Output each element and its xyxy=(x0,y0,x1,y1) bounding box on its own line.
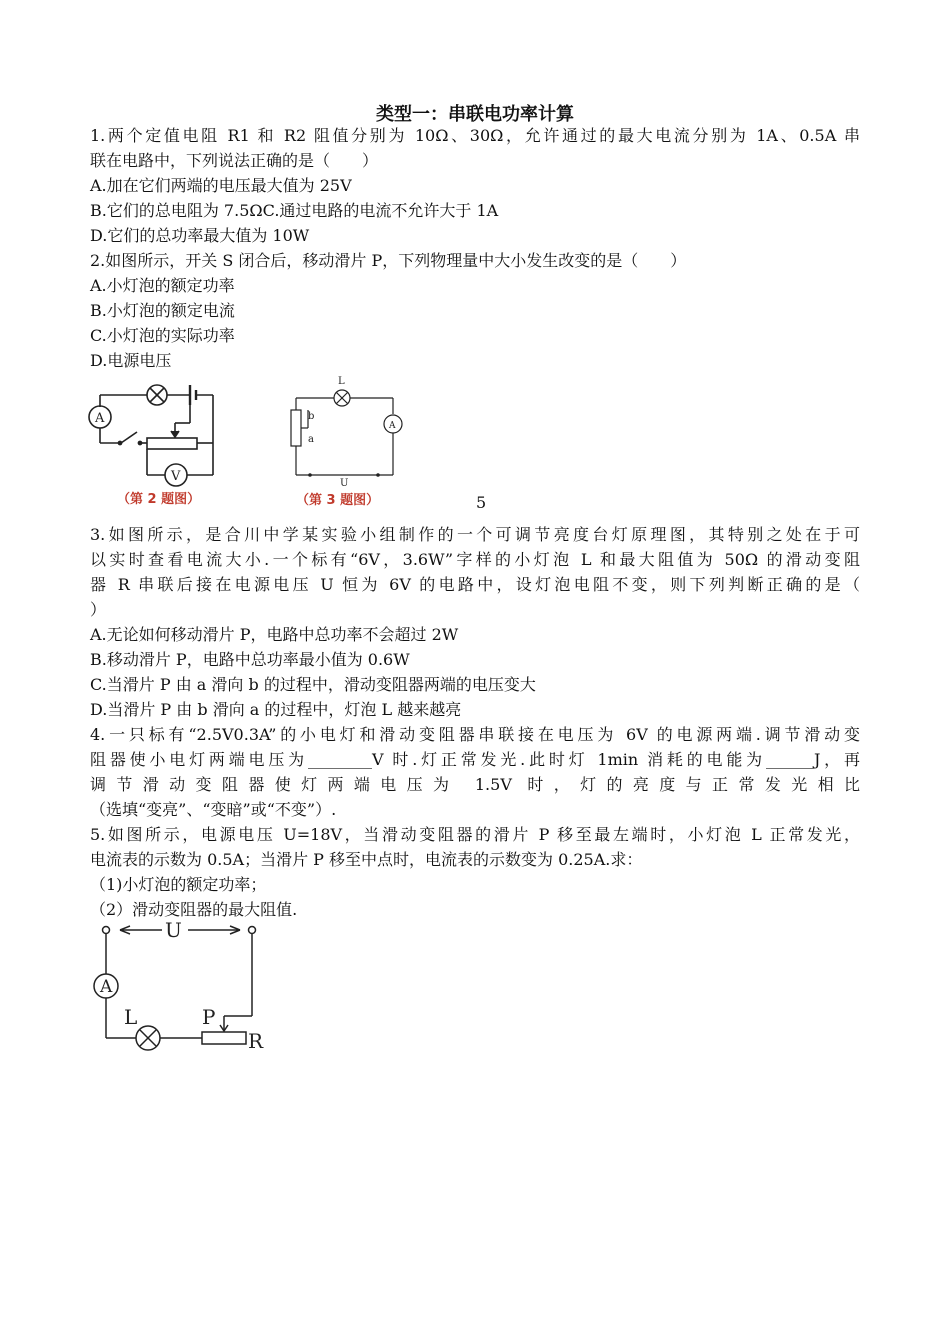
q5-sub2: （2）滑动变阻器的最大阻值. xyxy=(90,900,298,919)
q3-line4: ） xyxy=(90,600,107,619)
fig2-ammeter-label: A xyxy=(95,411,105,426)
fig3-ammeter-label: A xyxy=(389,421,396,431)
fig5-voltage-label: U xyxy=(165,920,182,942)
fig5-slider-label: P xyxy=(202,1005,216,1029)
q3-option-b: B.移动滑片 P，电路中总功率最小值为 0.6W xyxy=(90,650,410,669)
fig2-caption: （第 2 题图） xyxy=(117,492,201,507)
fig3-lamp-label: L xyxy=(338,376,345,387)
q3-line1: 3.如图所示，是合川中学某实验小组制作的一个可调节亮度台灯原理图，其特别之处在于可 xyxy=(90,525,860,544)
fig5-ammeter-label: A xyxy=(100,977,113,997)
fig3-a-label: a xyxy=(308,434,314,445)
q3-option-d: D.当滑片 P 由 b 滑向 a 的过程中，灯泡 L 越来越亮 xyxy=(90,700,462,719)
q5-line2: 电流表的示数为 0.5A；当滑片 P 移至中点时，电流表的示数变为 0.25A.求： xyxy=(90,850,643,869)
q5-sub1: （1)小灯泡的额定功率； xyxy=(90,875,267,894)
fig5-resistor-label: R xyxy=(248,1029,264,1053)
section-title: 类型一：串联电功率计算 xyxy=(376,104,574,125)
fig5-lamp-label: L xyxy=(124,1005,138,1029)
q1-line1: 1.两个定值电阻 R1 和 R2 阻值分别为 10Ω、30Ω，允许通过的最大电流分别为 1A、0.5A 串 xyxy=(90,126,860,145)
fig3-voltage-label: U xyxy=(340,478,349,489)
q1-option-a: A.加在它们两端的电压最大值为 25V xyxy=(90,176,352,195)
q5-line1: 5.如图所示，电源电压 U=18V，当滑动变阻器的滑片 P 移至最左端时，小灯泡 L 正常发光， xyxy=(90,825,860,844)
q1-option-bc: B.它们的总电阻为 7.5ΩC.通过电路的电流不允许大于 1A xyxy=(90,201,499,220)
q4-line3: 调节滑动变阻器使灯两端电压为 1.5V 时，灯的亮度与正常发光相比 xyxy=(90,775,860,794)
q2-option-a: A.小灯泡的额定功率 xyxy=(90,276,235,295)
q1-line2: 联在电路中，下列说法正确的是（ ） xyxy=(90,151,379,170)
q3-option-a: A.无论如何移动滑片 P，电路中总功率不会超过 2W xyxy=(90,625,459,644)
fig3-b-label: b xyxy=(308,411,315,422)
figure-q5-circuit xyxy=(90,920,270,1055)
q3-line2: 以实时查看电流大小.一个标有“6V，3.6W”字样的小灯泡 L 和最大阻值为 50Ω 的滑动变阻 xyxy=(90,550,860,569)
stray-number: 5 xyxy=(476,493,487,512)
q1-option-d: D.它们的总功率最大值为 10W xyxy=(90,226,310,245)
q4-line4: （选填“变亮”、“变暗”或“不变”）. xyxy=(90,800,337,819)
q4-line1: 4.一只标有“2.5V0.3A”的小电灯和滑动变阻器串联接在电压为 6V 的电源两端.调节滑动变 xyxy=(90,725,860,744)
q3-line3: 器 R 串联后接在电源电压 U 恒为 6V 的电路中，设灯泡电阻不变，则下列判断正确的是（ xyxy=(90,575,860,594)
q3-option-c: C.当滑片 P 由 a 滑向 b 的过程中，滑动变阻器两端的电压变大 xyxy=(90,675,536,694)
q4-line2: 阻器使小电灯两端电压为________V 时.灯正常发光.此时灯 1min 消耗的电能为______J，再 xyxy=(90,750,860,769)
fig3-caption: （第 3 题图） xyxy=(296,493,380,508)
fig2-voltmeter-label: V xyxy=(171,469,181,484)
figure-q2-circuit xyxy=(85,375,225,515)
q2-line1: 2.如图所示，开关 S 闭合后，移动滑片 P，下列物理量中大小发生改变的是（ ） xyxy=(90,251,687,270)
q2-option-c: C.小灯泡的实际功率 xyxy=(90,326,235,345)
figure-q3-circuit xyxy=(280,370,410,515)
q2-option-b: B.小灯泡的额定电流 xyxy=(90,301,235,320)
q2-option-d: D.电源电压 xyxy=(90,351,172,370)
